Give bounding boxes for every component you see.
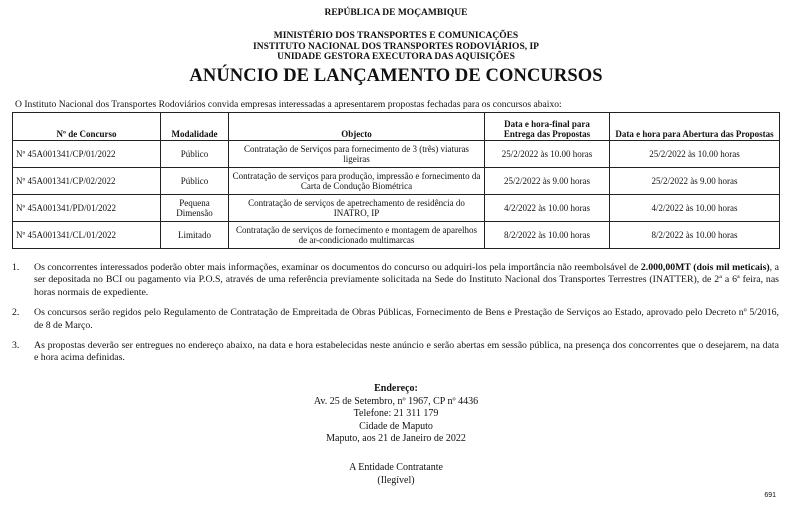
- page-number: 691: [764, 492, 776, 499]
- cell-numero: Nº 45A001341/PD/01/2022: [13, 195, 161, 222]
- note-text: Os concursos serão regidos pelo Regulamento de Contratação de Empreitada de Obras Públicas, Fornecimento de Bens e Prestação de Serviços ao Estado, aprovado pelo Decreto nº 5/2016, de 8 de Março.: [34, 307, 779, 331]
- address-street: Av. 25 de Setembro, nº 1967, CP nº 4436: [313, 395, 479, 407]
- table-header-row: [13, 113, 780, 141]
- cell-abertura: 25/2/2022 às 10.00 horas: [610, 141, 780, 168]
- cell-numero: Nº 45A001341/CP/02/2022: [13, 168, 161, 195]
- cell-entrega: 8/2/2022 às 10.00 horas: [485, 222, 610, 249]
- ministry-heading: [0, 31, 792, 63]
- signature-status: (Ilegível): [377, 474, 415, 486]
- table-row: [13, 195, 780, 222]
- republic-heading: REPÚBLICA DE MOÇAMBIQUE: [324, 8, 468, 18]
- cell-abertura: 8/2/2022 às 10.00 horas: [610, 222, 780, 249]
- header-modalidade: Modalidade: [161, 113, 229, 141]
- header-abertura: Data e hora para Abertura das Propostas: [610, 113, 780, 141]
- cell-objecto: Contratação de Serviços para fornecimento de 3 (três) viaturas ligeiras: [229, 141, 485, 168]
- document-title: ANÚNCIO DE LANÇAMENTO DE CONCURSOS: [189, 66, 603, 86]
- cell-entrega: 25/2/2022 às 10.00 horas: [485, 141, 610, 168]
- table-row: [13, 141, 780, 168]
- cell-abertura: 25/2/2022 às 9.00 horas: [610, 168, 780, 195]
- ministry-line: MINISTÉRIO DOS TRANSPORTES E COMUNICAÇÕES: [273, 31, 519, 41]
- address-block: [0, 383, 792, 446]
- note-number: 3.: [12, 340, 20, 352]
- cell-modalidade: Pequena Dimensão: [161, 195, 229, 222]
- signature-block: [0, 462, 792, 487]
- cell-modalidade: Público: [161, 141, 229, 168]
- cell-modalidade: Público: [161, 168, 229, 195]
- cell-numero: Nº 45A001341/CL/01/2022: [13, 222, 161, 249]
- note-number: 2.: [12, 307, 20, 319]
- tenders-table: [12, 112, 780, 249]
- notes-list: [12, 262, 779, 373]
- note-item: [12, 340, 779, 365]
- cell-numero: Nº 45A001341/CP/01/2022: [13, 141, 161, 168]
- note-amount: 2.000,00MT (dois mil meticais): [640, 262, 770, 273]
- note-item: [12, 307, 779, 332]
- address-city: Cidade de Maputo: [359, 420, 433, 432]
- intro-text: O Instituto Nacional dos Transportes Rodoviários convida empresas interessadas a apresentarem propostas fechadas para os concursos abaixo:: [15, 99, 562, 110]
- cell-entrega: 25/2/2022 às 9.00 horas: [485, 168, 610, 195]
- cell-objecto: Contratação de serviços para produção, impressão e fornecimento da Carta de Condução Biométrica: [229, 168, 485, 195]
- cell-objecto: Contratação de serviços de apetrechamento de residência do INATRO, IP: [229, 195, 485, 222]
- note-text: , a ser depositada no BCI ou pagamento via P.O.S, através de uma referência previamente solicitada na Sede do Instituto Nacional dos Transportes Terrestres (INATTER), de 2ª a 6ª feira, nas horas normais de expediente.: [34, 262, 779, 298]
- institute-line: INSTITUTO NACIONAL DOS TRANSPORTES RODOVIÁRIOS, IP: [253, 41, 539, 52]
- note-text: Os concorrentes interessados poderão obter mais informações, examinar os documentos do concurso ou adquiri-los pela importância não reembolsável de: [34, 262, 641, 273]
- cell-objecto: Contratação de serviços de fornecimento e montagem de aparelhos de ar-condicionado multimarcas: [229, 222, 485, 249]
- note-item: [12, 262, 779, 299]
- address-date: Maputo, aos 21 de Janeiro de 2022: [326, 433, 466, 445]
- cell-abertura: 4/2/2022 às 10.00 horas: [610, 195, 780, 222]
- header-entrega: Data e hora-final para Entrega das Propostas: [485, 113, 610, 141]
- table-row: [13, 168, 780, 195]
- note-text: As propostas deverão ser entregues no endereço abaixo, na data e hora estabelecidas neste anúncio e serão abertas em sessão pública, na presença dos concorrentes que o desejarem, na data e hora acima definidas.: [34, 340, 779, 364]
- address-phone: Telefone: 21 311 179: [353, 408, 439, 420]
- cell-entrega: 4/2/2022 às 10.00 horas: [485, 195, 610, 222]
- header-numero: Nº de Concurso: [13, 113, 161, 141]
- cell-modalidade: Limitado: [161, 222, 229, 249]
- table-row: [13, 222, 780, 249]
- note-number: 1.: [12, 262, 20, 273]
- header-objecto: Objecto: [229, 113, 485, 141]
- address-heading: Endereço:: [374, 383, 418, 394]
- signature-entity: A Entidade Contratante: [349, 462, 443, 473]
- unit-line: UNIDADE GESTORA EXECUTORA DAS AQUISIÇÕES: [277, 52, 515, 62]
